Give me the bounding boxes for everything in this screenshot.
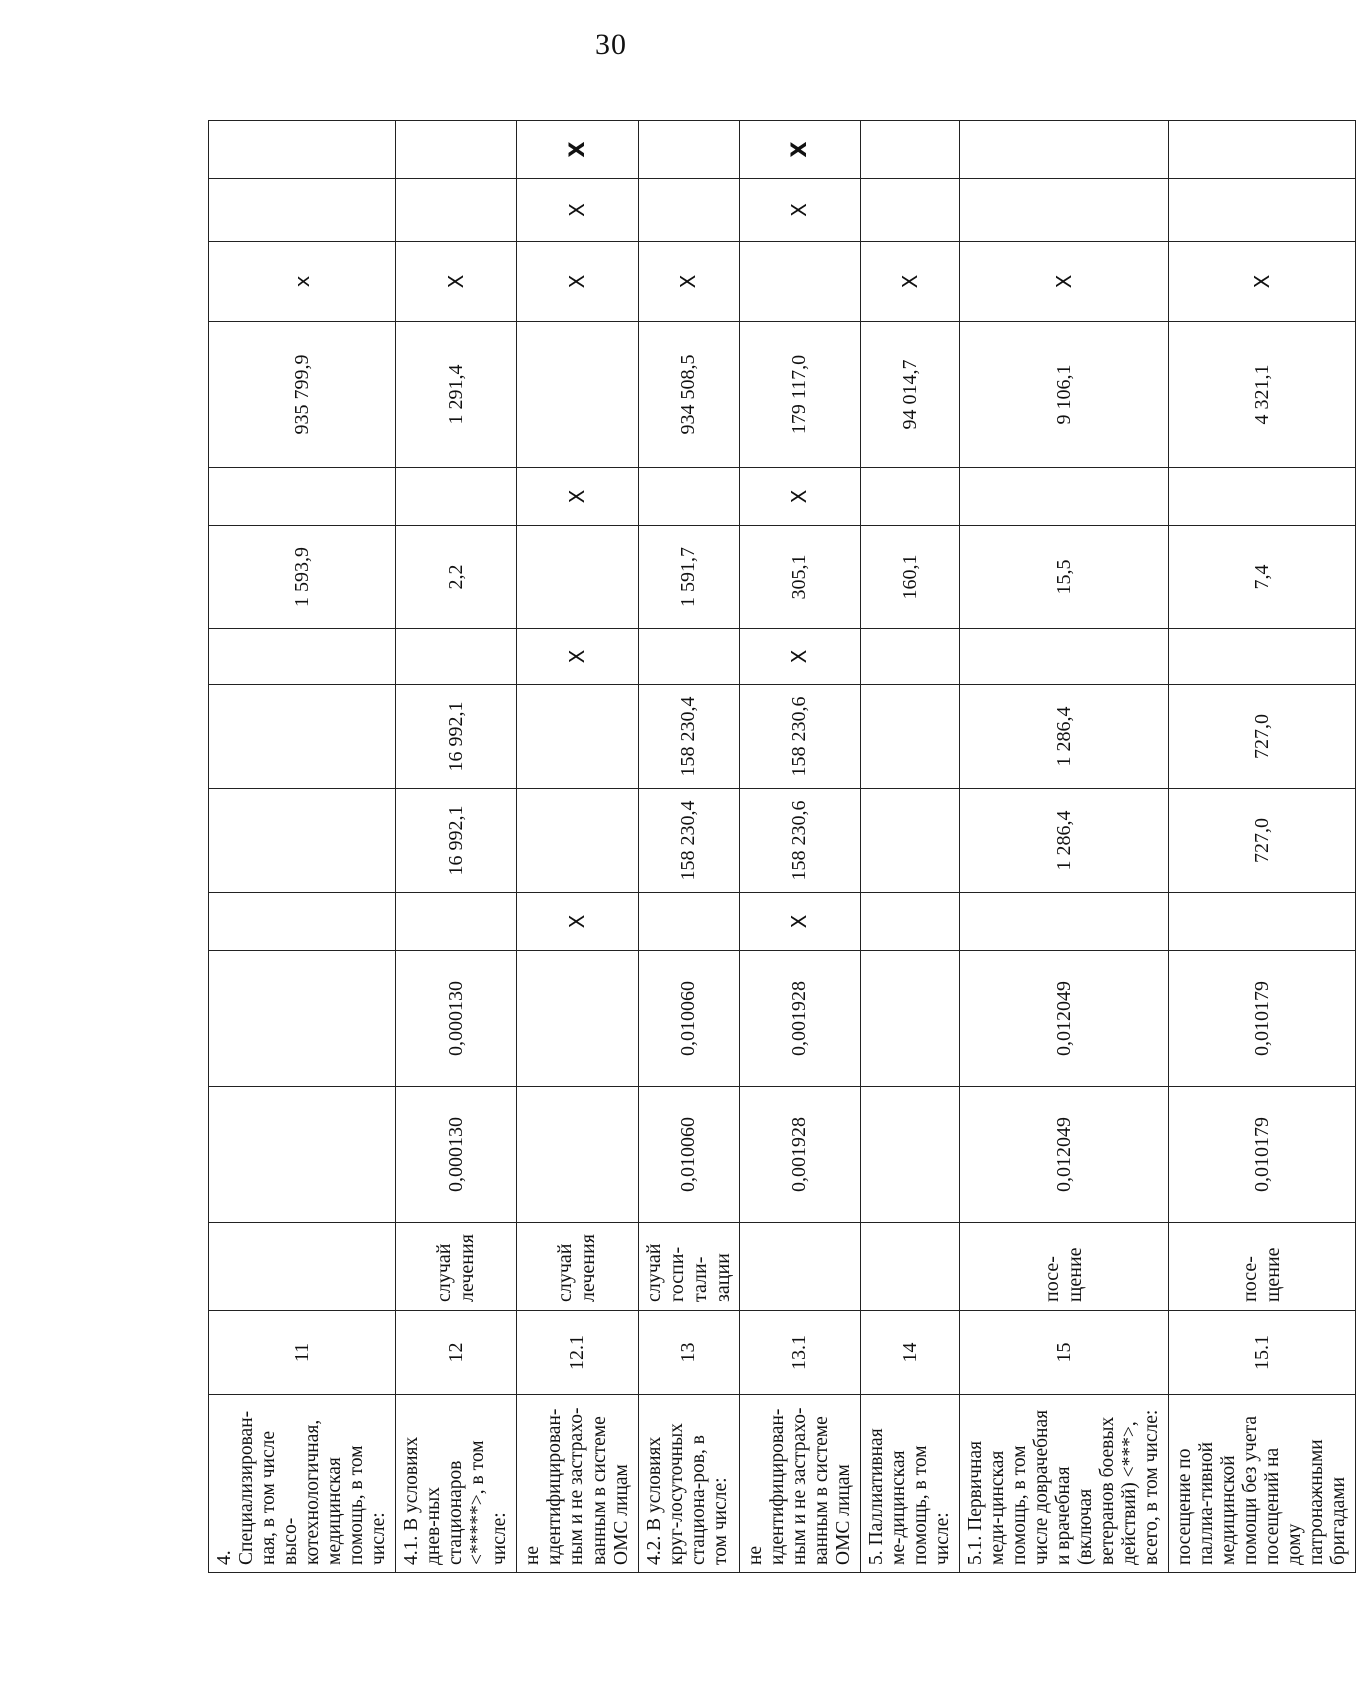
value-cell-v5: 158 230,4 xyxy=(638,685,739,789)
value-cell-v4 xyxy=(860,789,959,893)
value-cell-v1 xyxy=(209,1087,396,1223)
row-unit: случай лечения xyxy=(396,1223,517,1311)
value-cell-v4: 16 992,1 xyxy=(396,789,517,893)
table-row xyxy=(517,121,638,1573)
value-cell-v7: 305,1 xyxy=(739,526,860,629)
value-cell-v9: 94 014,7 xyxy=(860,322,959,468)
value-cell-v9: 4 321,1 xyxy=(1169,322,1356,468)
row-code: 15 xyxy=(959,1311,1168,1395)
row-label: 4.1. В условиях днев-ных стационаров <*****>, в том числе: xyxy=(396,1395,517,1573)
table-row xyxy=(739,121,860,1573)
value-cell-v6: Х xyxy=(739,629,860,685)
value-cell-v2: 0,001928 xyxy=(739,951,860,1087)
value-cell-v4 xyxy=(517,789,638,893)
value-cell-v3 xyxy=(209,893,396,951)
value-cell-v1 xyxy=(517,1087,638,1223)
row-label: 4. Специализирован-ная, в том числе высо-котехнологичная, медицинская помощь, в том числе: xyxy=(209,1395,396,1573)
value-cell-v12 xyxy=(959,121,1168,179)
value-cell-v2: 0,000130 xyxy=(396,951,517,1087)
value-cell-v10: x xyxy=(209,242,396,322)
value-cell-v5: 1 286,4 xyxy=(959,685,1168,789)
value-cell-v6 xyxy=(638,629,739,685)
value-cell-v9 xyxy=(517,322,638,468)
value-cell-v1: 0,012049 xyxy=(959,1087,1168,1223)
value-cell-v12: Х xyxy=(517,121,638,179)
value-cell-v11 xyxy=(638,179,739,242)
value-cell-v7: 15,5 xyxy=(959,526,1168,629)
row-code: 15.1 xyxy=(1169,1311,1356,1395)
value-cell-v8 xyxy=(209,468,396,526)
value-cell-v8: Х xyxy=(739,468,860,526)
table-row xyxy=(209,121,396,1573)
value-cell-v4: 1 286,4 xyxy=(959,789,1168,893)
row-unit xyxy=(209,1223,396,1311)
value-cell-v10: Х xyxy=(1169,242,1356,322)
value-cell-v12 xyxy=(1169,121,1356,179)
page-number: 30 xyxy=(595,28,627,61)
value-cell-v11 xyxy=(860,179,959,242)
row-code: 12.1 xyxy=(517,1311,638,1395)
table-row xyxy=(396,121,517,1573)
value-cell-v7: 7,4 xyxy=(1169,526,1356,629)
value-cell-v7: 1 591,7 xyxy=(638,526,739,629)
value-cell-v12 xyxy=(860,121,959,179)
value-cell-v12 xyxy=(209,121,396,179)
indicator-table xyxy=(208,120,1356,1573)
value-cell-v5 xyxy=(517,685,638,789)
value-cell-v6 xyxy=(396,629,517,685)
table-row xyxy=(959,121,1168,1573)
value-cell-v8: Х xyxy=(517,468,638,526)
value-cell-v1: 0,010060 xyxy=(638,1087,739,1223)
value-cell-v6 xyxy=(959,629,1168,685)
value-cell-v9: 1 291,4 xyxy=(396,322,517,468)
value-cell-v8 xyxy=(860,468,959,526)
value-cell-v5: 16 992,1 xyxy=(396,685,517,789)
table-row xyxy=(860,121,959,1573)
value-cell-v10: Х xyxy=(860,242,959,322)
value-cell-v10 xyxy=(739,242,860,322)
row-code: 11 xyxy=(209,1311,396,1395)
row-label: посещение по паллиа-тивной медицинской помощи без учета посещений на дому патронажными бригадами xyxy=(1169,1395,1356,1573)
value-cell-v1: 0,001928 xyxy=(739,1087,860,1223)
value-cell-v11 xyxy=(1169,179,1356,242)
row-unit: посе-щение xyxy=(959,1223,1168,1311)
value-cell-v1 xyxy=(860,1087,959,1223)
value-cell-v2: 0,010060 xyxy=(638,951,739,1087)
value-cell-v11 xyxy=(959,179,1168,242)
value-cell-v11 xyxy=(209,179,396,242)
row-unit: посе-щение xyxy=(1169,1223,1356,1311)
value-cell-v6 xyxy=(209,629,396,685)
value-cell-v8 xyxy=(638,468,739,526)
value-cell-v7 xyxy=(517,526,638,629)
value-cell-v8 xyxy=(396,468,517,526)
value-cell-v3 xyxy=(860,893,959,951)
value-cell-v4: 158 230,4 xyxy=(638,789,739,893)
value-cell-v2 xyxy=(860,951,959,1087)
value-cell-v6 xyxy=(1169,629,1356,685)
value-cell-v5: 158 230,6 xyxy=(739,685,860,789)
row-unit xyxy=(739,1223,860,1311)
value-cell-v2: 0,010179 xyxy=(1169,951,1356,1087)
table-row xyxy=(1169,121,1356,1573)
value-cell-v9: 179 117,0 xyxy=(739,322,860,468)
row-unit xyxy=(860,1223,959,1311)
value-cell-v10: Х xyxy=(959,242,1168,322)
row-label: не идентифицирован-ным и не застрахо-ванным в системе ОМС лицам xyxy=(739,1395,860,1573)
value-cell-v5 xyxy=(860,685,959,789)
row-label: 5.1. Первичная меди-цинская помощь, в том числе доврачебная и врачебная (включая ветеранов боевых действий) <***>, всего, в том числе: xyxy=(959,1395,1168,1573)
value-cell-v2: 0,012049 xyxy=(959,951,1168,1087)
value-cell-v1: 0,000130 xyxy=(396,1087,517,1223)
value-cell-v8 xyxy=(1169,468,1356,526)
value-cell-v11: Х xyxy=(739,179,860,242)
value-cell-v7: 2,2 xyxy=(396,526,517,629)
value-cell-v12 xyxy=(638,121,739,179)
row-code: 13.1 xyxy=(739,1311,860,1395)
value-cell-v9: 934 508,5 xyxy=(638,322,739,468)
value-cell-v4 xyxy=(209,789,396,893)
value-cell-v6: Х xyxy=(517,629,638,685)
row-code: 14 xyxy=(860,1311,959,1395)
value-cell-v5 xyxy=(209,685,396,789)
row-label: 4.2. В условиях круг-лосуточных стациона-ров, в том числе: xyxy=(638,1395,739,1573)
indicator-table-frame xyxy=(208,121,1350,1573)
value-cell-v3 xyxy=(638,893,739,951)
row-unit: случай госпи-тали-зации xyxy=(638,1223,739,1311)
row-code: 12 xyxy=(396,1311,517,1395)
value-cell-v2 xyxy=(517,951,638,1087)
row-code: 13 xyxy=(638,1311,739,1395)
value-cell-v1: 0,010179 xyxy=(1169,1087,1356,1223)
value-cell-v2 xyxy=(209,951,396,1087)
value-cell-v3: Х xyxy=(739,893,860,951)
value-cell-v11: Х xyxy=(517,179,638,242)
value-cell-v4: 158 230,6 xyxy=(739,789,860,893)
value-cell-v5: 727,0 xyxy=(1169,685,1356,789)
value-cell-v7: 1 593,9 xyxy=(209,526,396,629)
value-cell-v6 xyxy=(860,629,959,685)
value-cell-v9: 935 799,9 xyxy=(209,322,396,468)
value-cell-v10: Х xyxy=(638,242,739,322)
value-cell-v10: Х xyxy=(517,242,638,322)
row-unit: случай лечения xyxy=(517,1223,638,1311)
table-row xyxy=(638,121,739,1573)
row-label: не идентифицирован-ным и не застрахо-ванным в системе ОМС лицам xyxy=(517,1395,638,1573)
value-cell-v12: Х xyxy=(739,121,860,179)
value-cell-v3 xyxy=(959,893,1168,951)
value-cell-v3: Х xyxy=(517,893,638,951)
value-cell-v8 xyxy=(959,468,1168,526)
row-label: 5. Паллиативная ме-дицинская помощь, в том числе: xyxy=(860,1395,959,1573)
value-cell-v3 xyxy=(396,893,517,951)
value-cell-v10: Х xyxy=(396,242,517,322)
value-cell-v4: 727,0 xyxy=(1169,789,1356,893)
value-cell-v3 xyxy=(1169,893,1356,951)
value-cell-v12 xyxy=(396,121,517,179)
value-cell-v11 xyxy=(396,179,517,242)
value-cell-v7: 160,1 xyxy=(860,526,959,629)
value-cell-v9: 9 106,1 xyxy=(959,322,1168,468)
